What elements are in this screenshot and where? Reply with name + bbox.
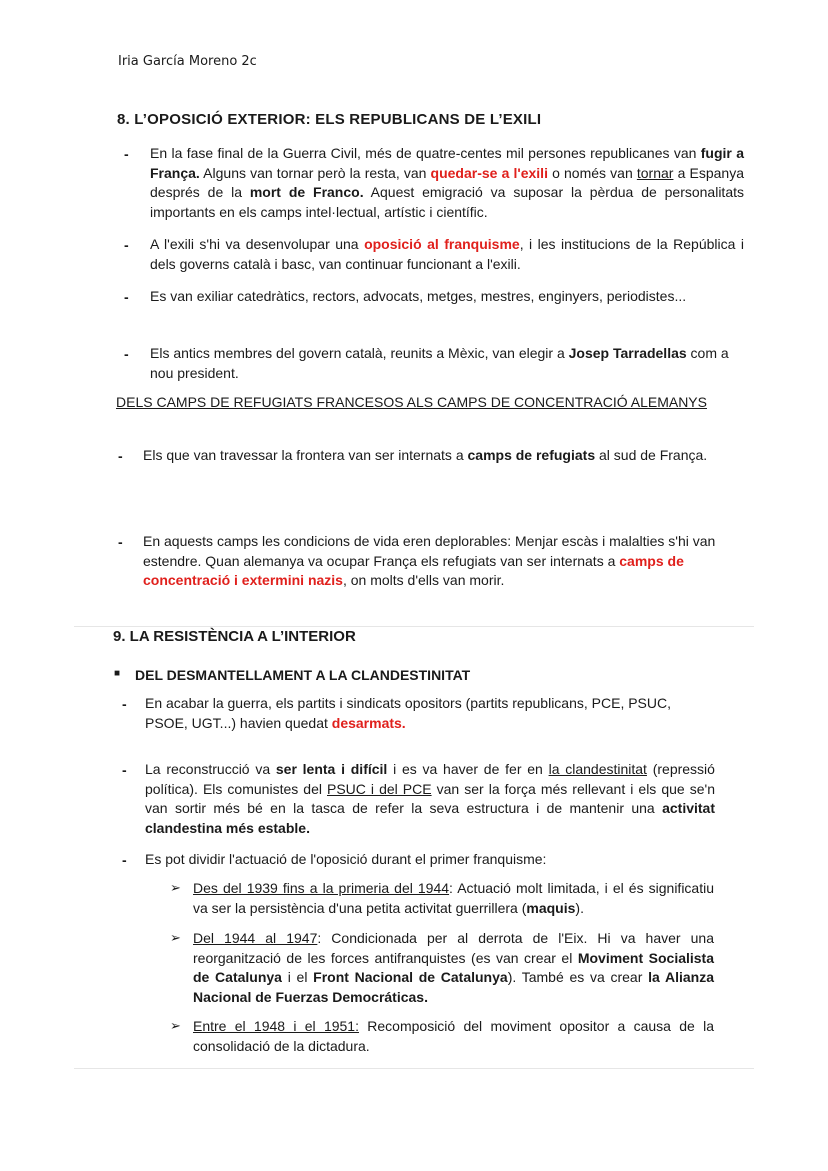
bullet-dash: -: [124, 146, 129, 162]
subheading-camps: DELS CAMPS DE REFUGIATS FRANCESOS ALS CAMPS DE CONCENTRACIÓ ALEMANYS: [116, 394, 707, 410]
paragraph-opposition-exile: A l'exili s'hi va desenvolupar una oposició al franquisme, i les institucions de la República i dels governs català i basc, van continuar funcionant a l'exili.: [150, 236, 744, 272]
bullet-dash: -: [124, 289, 129, 305]
page-divider: [74, 1068, 754, 1069]
section-8-title: 8. L’OPOSICIÓ EXTERIOR: ELS REPUBLICANS DE L’EXILI: [117, 111, 542, 128]
paragraph-exiled-professions: Es van exiliar catedràtics, rectors, advocats, metges, mestres, enginyers, periodistes...: [150, 288, 687, 304]
bullet-dash: -: [118, 448, 123, 464]
bullet-dash: -: [122, 762, 127, 778]
arrow-bullet-icon: ➢: [170, 930, 181, 945]
period-1939-1944: Des del 1939 fins a la primeria del 1944: Actuació molt limitada, i el és significatiu va ser la persistència d'una petita activitat guerrillera (maquis).: [193, 880, 714, 916]
paragraph-exile-flight: En la fase final de la Guerra Civil, més de quatre-centes mil persones republicanes van fugir a França. Alguns van tornar però la resta, van quedar-se a l'exili o només van tornar a Espanya després de la mort de Franco. Aquest emigració va suposar la pèrdua de personalitats importants en els camps intel·lectual, artístic i científic.: [150, 145, 744, 220]
paragraph-refugee-camps: Els que van travessar la frontera van ser internats a camps de refugiats al sud de França.: [143, 447, 708, 463]
bullet-dash: -: [118, 534, 123, 550]
bullet-dash: -: [124, 237, 129, 253]
paragraph-tarradellas: Els antics membres del govern català, reunits a Mèxic, van elegir a Josep Tarradellas com a nou president.: [150, 345, 729, 381]
arrow-bullet-icon: ➢: [170, 1018, 181, 1033]
section-9-subtitle: DEL DESMANTELLAMENT A LA CLANDESTINITAT: [135, 667, 471, 683]
period-1948-1951: Entre el 1948 i el 1951: Recomposició del moviment opositor a causa de la consolidació de la dictadura.: [193, 1018, 714, 1054]
paragraph-periods-intro: Es pot dividir l'actuació de l'oposició durant el primer franquisme:: [145, 851, 547, 867]
paragraph-parties-disarmed: En acabar la guerra, els partits i sindicats opositors (partits republicans, PCE, PSUC, PSOE, UGT...) havien quedat desarmats.: [145, 695, 672, 731]
square-bullet-icon: ■: [114, 668, 121, 679]
author-name: Iria García Moreno 2c: [118, 54, 257, 69]
bullet-dash: -: [122, 852, 127, 868]
paragraph-reconstruction: La reconstrucció va ser lenta i difícil i es va haver de fer en la clandestinitat (repressió política). Els comunistes del PSUC i del PCE van ser la força més rellevant i els que se'n van sortir més bé en la tasca de refer la seva estructura i de mantenir una activitat clandestina més estable.: [145, 761, 715, 836]
page-divider: [74, 626, 754, 627]
paragraph-concentration-camps: En aquests camps les condicions de vida eren deplorables: Menjar escàs i malalties s'hi van estendre. Quan alemanya va ocupar França els refugiats van ser internats a camps de concentració i extermini nazis, on molts d'ells van morir.: [143, 533, 716, 588]
bullet-dash: -: [122, 696, 127, 712]
arrow-bullet-icon: ➢: [170, 880, 181, 895]
section-9-title: 9. LA RESISTÈNCIA A L’INTERIOR: [113, 628, 356, 645]
bullet-dash: -: [124, 346, 129, 362]
period-1944-1947: Del 1944 al 1947: Condicionada per al derrota de l'Eix. Hi va haver una reorganització de les forces antifranquistes (es van crear el Moviment Socialista de Catalunya i el Front Nacional de Catalunya). També es va crear la Alianza Nacional de Fuerzas Democráticas.: [193, 930, 715, 1005]
